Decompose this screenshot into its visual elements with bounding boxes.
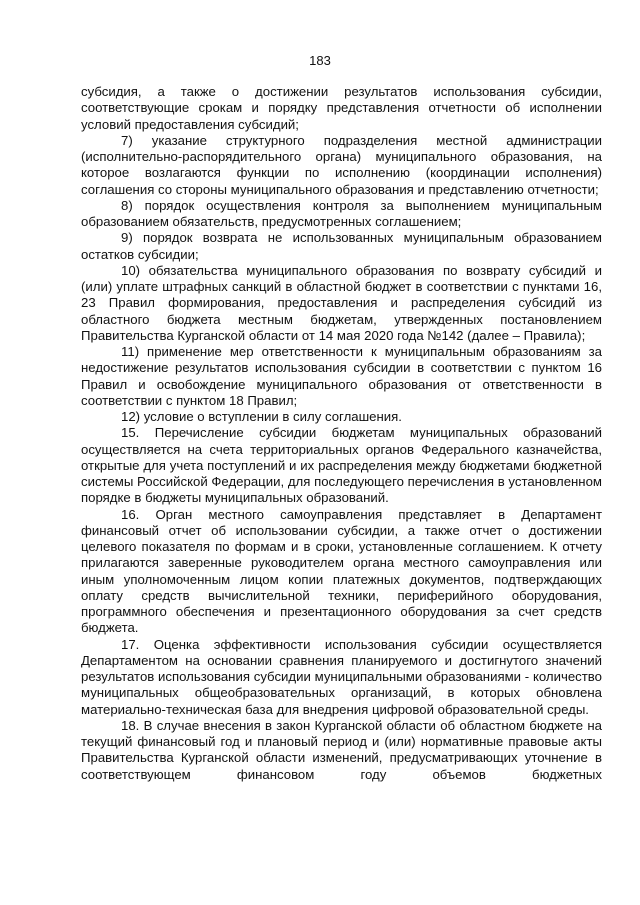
paragraph-item-9: 9) порядок возврата не использованных муниципальным образованием остатков субсидии; [81, 230, 602, 262]
paragraph-item-8: 8) порядок осуществления контроля за выполнением муниципальным образованием обязательств, предусмотренных соглашением; [81, 197, 602, 229]
paragraph-item-7: 7) указание структурного подразделения местной администрации (исполнительно-распорядительного органа) муниципального образования, на которое возлагаются функции по исполнению (координации исполнения) соглашения со стороны муниципального образования и представлению отчетности; [81, 132, 602, 197]
document-body [81, 84, 602, 783]
paragraph-subsidy-results-continuation: субсидия, а также о достижении результатов использования субсидии, соответствующие срокам и порядку представления отчетности об исполнении условий предоставления субсидий; [81, 84, 602, 132]
paragraph-item-12: 12) условие о вступлении в силу соглашения. [121, 409, 402, 424]
paragraph-clause-15: 15. Перечисление субсидии бюджетам муниципальных образований осуществляется на счета территориальных органов Федерального казначейства, открытые для учета поступлений и их распределения между бюджетами бюджетной системы Российской Федерации, для последующего перечисления в установленном порядке в бюджеты муниципальных образований. [81, 425, 602, 506]
paragraph-clause-16: 16. Орган местного самоуправления представляет в Департамент финансовый отчет об использовании субсидии, а также отчет о достижении целевого показателя по формам и в сроки, установленные соглашением. К отчету прилагаются заверенные руководителем органа местного самоуправления или иным уполномоченным лицом копии платежных документов, подтверждающих оплату средств вычислительной техники, периферийного оборудования, программного обеспечения и презентационного оборудования за счет средств бюджета. [81, 506, 602, 636]
paragraph-item-11: 11) применение мер ответственности к муниципальным образованиям за недостижение результатов использования субсидии в соответствии с пунктом 16 Правил и освобождение муниципального образования от ответственности в соответствии с пунктом 18 Правил; [81, 344, 602, 408]
paragraph-item-10: 10) обязательства муниципального образования по возврату субсидий и (или) уплате штрафных санкций в областной бюджет в соответствии с пунктами 16, 23 Правил формирования, предоставления и распределения субсидий из областного бюджета местным бюджетам, утвержденных постановлением Правительства Курганской области от 14 мая 2020 года №142 (далее – Правила); [81, 262, 602, 343]
paragraph-clause-18: 18. В случае внесения в закон Курганской области об областном бюджете на текущий финансовый год и плановый период и (или) нормативные правовые акты Правительства Курганской области изменений, предусматривающих уточнение в соответствующем финансовом году объемов бюджетных [81, 717, 602, 782]
page-number: 183 [309, 53, 331, 68]
paragraph-clause-17: 17. Оценка эффективности использования субсидии осуществляется Департаментом на основании сравнения планируемого и достигнутого значений результатов использования субсидии муниципальными образованиями - количество муниципальных общеобразовательных организаций, в которых обновлена материально-техническая база для внедрения цифровой образовательной среды. [81, 636, 602, 717]
